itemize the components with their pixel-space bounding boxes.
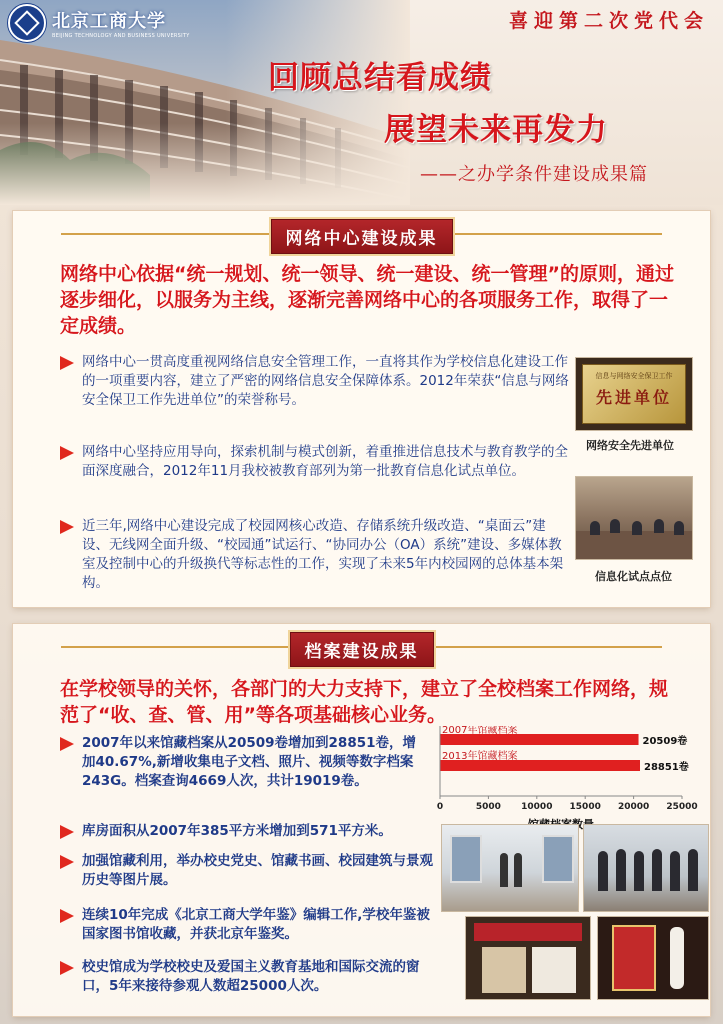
triangle-bullet-icon [60,737,74,751]
archive-count-chart [424,726,714,832]
photo-caption-pilot: 信息化试点点位 [595,570,672,583]
yearbook-award-photo [597,916,709,1000]
triangle-bullet-icon [60,825,74,839]
chart-tick-label: 15000 [569,802,601,812]
photo-caption-security: 网络安全先进单位 [586,439,674,452]
bullet-text: 加强馆藏利用，举办校史党史、馆藏书画、校园建筑与景观历史等图片展。 [82,853,433,888]
bullet-text: 网络中心一贯高度重视网络信息安全管理工作，一直将其作为学校信息化建设工作的一项重要内容，建立了严密的网络信息安全保障体系。2012年荣获“信息与网络安全保卫工作先进单位”的荣誉称号。 [82,354,569,408]
plaque-small-text: 信息与网络安全保卫工作 [595,372,673,380]
chart-category-label: 2013年馆藏档案 [442,751,518,762]
archive-bullet-2 [60,822,440,841]
archive-bullet-3 [60,852,440,890]
archive-bullet-4 [60,906,440,944]
security-award-plaque-photo [575,357,693,431]
headline-subtitle: ——之办学条件建设成果篇 [420,164,648,185]
chart-tick-label: 25000 [666,802,698,812]
archive-section-header [13,624,710,668]
exhibition-hall-photo [441,824,579,912]
network-section-header [13,211,710,255]
university-emblem-icon [8,4,46,42]
bullet-text: 库房面积从2007年385平方米增加到571平方米。 [82,823,392,839]
chart-value-label: 28851卷 [644,762,689,773]
triangle-bullet-icon [60,855,74,869]
archive-bullet-1 [60,734,420,791]
chart-category-label: 2007年馆藏档案 [442,726,518,736]
triangle-bullet-icon [60,520,74,534]
bullet-text: 校史馆成为学校校史及爱国主义教育基地和国际交流的窗口，5年来接待参观人数超25000人次。 [82,959,420,994]
bullet-text: 网络中心坚持应用导向，探索机制与模式创新，着重推进信息技术与教育教学的全面深度融合，2012年11月我校被教育部列为第一批教育信息化试点单位。 [82,444,568,479]
chart-tick-label: 5000 [475,802,501,812]
archives-panel [13,624,710,1016]
logo-english-name: BEIJING TECHNOLOGY AND BUSINESS UNIVERSITY [52,33,190,39]
headline-line2: 展望未来再发力 [384,112,608,148]
network-bullet-3 [60,517,570,593]
triangle-bullet-icon [60,961,74,975]
chart-tick-label: 0 [436,802,444,812]
archive-lead-text: 在学校领导的关怀，各部门的大力支持下，建立了全校档案工作网络，规范了“收、查、管、用”等各项基础核心业务。 [60,678,669,726]
bullet-text: 连续10年完成《北京工商大学年鉴》编辑工作,学校年鉴被国家图书馆收藏，并获北京年鉴奖。 [82,907,430,942]
yearbook-certificate-photo [465,916,591,1000]
network-bullet-2 [60,443,570,481]
bullet-text: 近三年,网络中心建设完成了校园网核心改造、存储系统升级改造、“桌面云”建设、无线网全面升级、“校园通”试运行、“协同办公（OA）系统”建设、多媒体教室及控制中心的升级换代等标志性的工作，实现了未来5年内校园网的总体基本架构。 [82,518,564,591]
triangle-bullet-icon [60,356,74,370]
plaque-big-text: 先进单位 [595,388,672,407]
network-bullet-1 [60,353,570,410]
network-center-panel [13,211,710,607]
network-section-title: 网络中心建设成果 [271,219,453,254]
bullet-text: 2007年以来馆藏档案从20509卷增加到28851卷，增加40.67%,新增收集电子文档、照片、视频等数字档案243G。档案查询4669人次，共计19019卷。 [82,735,417,789]
university-logo [8,4,190,42]
headline-line1: 回顾总结看成绩 [268,60,492,96]
triangle-bullet-icon [60,909,74,923]
chart-tick-label: 20000 [617,802,650,812]
congress-slogan: 喜迎第二次党代会 [508,10,709,32]
network-lead-text: 网络中心依据“统一规划、统一领导、统一建设、统一管理”的原则，通过逐步细化，以服务为主线，逐渐完善网络中心的各项服务工作，取得了一定成绩。 [60,263,674,337]
page-header [0,0,723,205]
exhibition-group-photo [583,824,709,912]
pilot-meeting-photo [575,476,693,560]
triangle-bullet-icon [60,446,74,460]
logo-chinese-name: 北京工商大学 [52,11,166,32]
chart-tick-label: 10000 [521,802,553,812]
archive-section-title: 档案建设成果 [290,632,434,667]
chart-value-label: 20509卷 [642,736,688,747]
archive-bullet-5 [60,958,440,996]
